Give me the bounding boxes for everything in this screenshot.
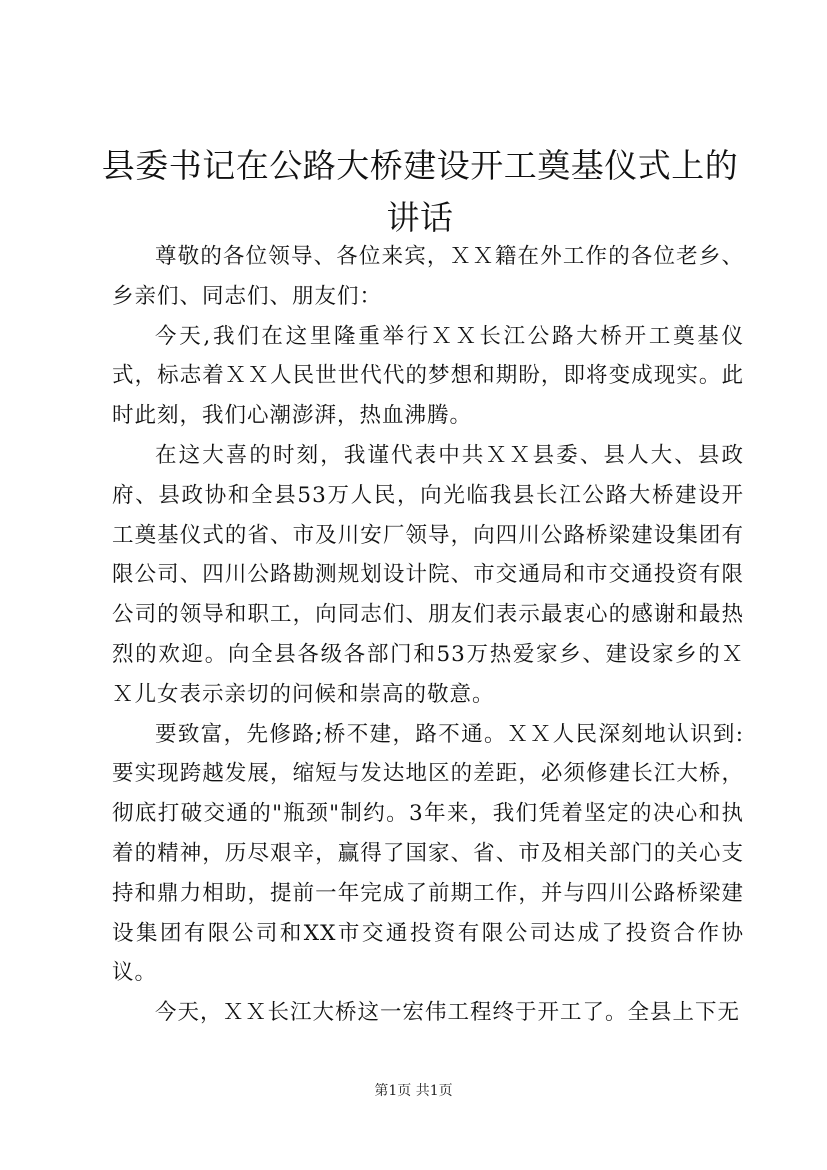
paragraph-ceremony: 今天,我们在这里隆重举行ＸＸ长江公路大桥开工奠基仪式，标志着ＸＸ人民世世代代的梦想和期盼，即将变成现实。此时此刻，我们心潮澎湃，热血沸腾。 [112,323,744,429]
page-footer: 第1页 共1页 [374,1083,453,1099]
paragraph-thanks: 在这大喜的时刻，我谨代表中共ＸＸ县委、县人大、县政府、县政协和全县53万人民，向光临我县长江公路大桥建设开工奠基仪式的省、市及川安厂领导，向四川公路桥梁建设集团有限公司、四川公路勘测规划设计院、市交通局和市交通投资有限公司的领导和职工，向同志们、朋友们表示最衷心的感谢和最热烈的欢迎。向全县各级各部门和53万热爱家乡、建设家乡的ＸＸ儿女表示亲切的问候和崇高的敬意。 [112,442,744,707]
document-body [112,237,744,1033]
paragraph-start: 今天，ＸＸ长江大桥这一宏伟工程终于开工了。全县上下无 [155,1000,741,1026]
paragraph-greeting: 尊敬的各位领导、各位来宾，ＸＸ籍在外工作的各位老乡、乡亲们、同志们、朋友们： [112,244,744,309]
document-title: 县委书记在公路大桥建设开工奠基仪式上的讲话 [101,146,739,237]
paragraph-background: 要致富，先修路;桥不建，路不通。ＸＸ人民深刻地认识到:要实现跨越发展，缩短与发达地区的差距，必须修建长江大桥，彻底打破交通的"瓶颈"制约。3年来，我们凭着坚定的决心和执着的精神，历尽艰辛，赢得了国家、省、市及相关部门的关心支持和鼎力相助，提前一年完成了前期工作，并与四川公路桥梁建设集团有限公司和XX市交通投资有限公司达成了投资合作协议。 [112,721,744,986]
